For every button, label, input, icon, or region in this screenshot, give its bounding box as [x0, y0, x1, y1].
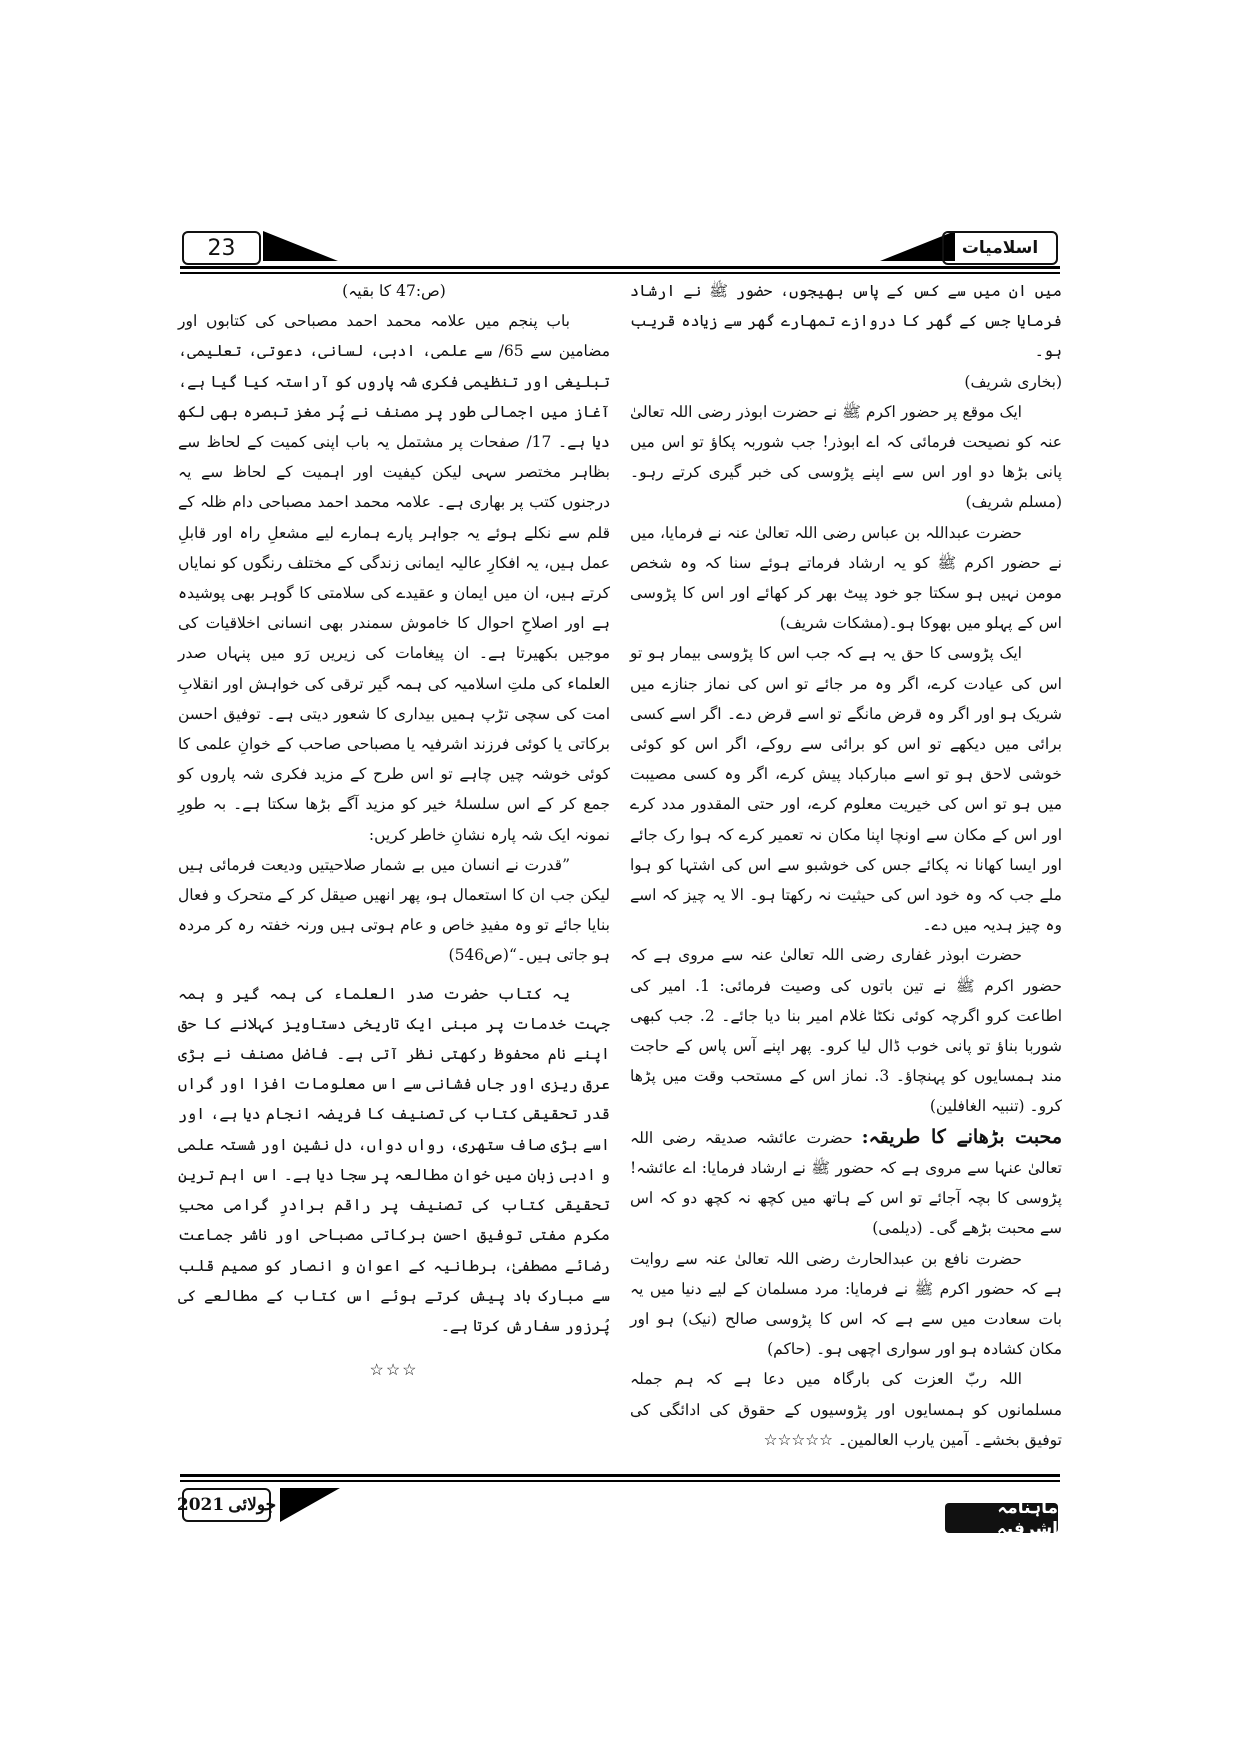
subheading: محبت بڑھانے کا طریقہ:	[861, 1125, 1062, 1148]
paragraph-closing-prayer: اللہ ربّ العزت کی بارگاہ میں دعا ہے کہ ہم جملہ مسلمانوں کو ہمسایوں اور پڑوسیوں کے حقوق کی ادائگی کی توفیق بخشے۔ آمین یارب العالمین۔ ☆☆☆☆☆	[630, 1370, 1062, 1449]
section-title-box	[942, 231, 1058, 265]
continuation-note: (ص:47 کا بقیہ)	[342, 282, 446, 300]
left-column	[178, 276, 610, 1385]
section-title: اسلامیات	[961, 238, 1039, 258]
end-stars-ornament: ☆☆☆	[369, 1360, 419, 1380]
paragraph: ایک پڑوسی کا حق یہ ہے کہ جب اس کا پڑوسی بیمار ہو تو اس کی عیادت کرے، اگر وہ مر جائے تو اس کی نماز جنازے میں شریک ہو اور اگر وہ قرض مانگے تو اسے قرض دے۔ اگر اسے کسی برائی میں دیکھے تو اس کو برائی سے روکے، اگر اس کو کوئی خوشی لاحق ہو تو اسے مبارکباد پیش کرے، اگر وہ کسی مصیبت میں ہو تو اس کی خیریت معلوم کرے، اور حتی المقدور مدد کرے اور اس کے مکان سے اونچا اپنا مکان نہ تعمیر کرے کہ ہوا رک جائے اور ایسا کھانا نہ پکائے جس کی خوشبو سے اس کی اشتہا کو ہوا ملے جب کہ وہ خود اس کی حیثیت نہ رکھتا ہو۔ الا یہ چیز کہ اسے وہ چیز ہدیہ میں دے۔	[630, 644, 1062, 935]
paragraph: باب پنجم میں علامہ محمد احمد مصباحی کی کتابوں اور مضامین سے 65/ سے علمی، ادبی، لسانی، دعوتی، تعلیمی، تبلیغی اور تنظیمی فکری شہ پاروں کو آراستہ کیا گیا ہے، آغاز میں اجمالی طور پر مصنف نے پُر مغز تبصرہ بھی لکھ دیا ہے۔ 17/ صفحات پر مشتمل یہ باب اپنی کمیت کے لحاظ سے بظاہر مختصر سہی لیکن کیفیت اور اہمیت کے لحاظ سے یہ درجنوں کتب پر بھاری ہے۔ علامہ محمد احمد مصباحی دام ظلہ کے قلم سے نکلے ہوئے یہ جواہر پارے ہمارے لیے مشعلِ راہ اور قابلِ عمل ہیں، یہ افکارِ عالیہ ایمانی زندگی کے مختلف رنگوں کو نمایاں کرتے ہیں، ان میں ایمان و عقیدے کی سلامتی کا گوہر بھی پوشیدہ ہے اور اصلاحِ احوال کا خاموش سمندر بھی انسانی اخلاقیات کی موجیں بکھیرتا ہے۔ ان پیغامات کی زیریں رَو میں پنہاں صدر العلماء کی ملتِ اسلامیہ کی ہمہ گیر ترقی کی خواہش اور انقلابِ امت کی سچی تڑپ ہمیں بیداری کا شعور دیتی ہے۔ توفیق احسن برکاتی یا کوئی فرزند اشرفیہ یا مصباحی صاحب کے خوانِ علمی کا کوئی خوشہ چیں چاہے تو اس طرح کے مزید فکری شہ پاروں کو جمع کر کے اس سلسلۂ خیر کو مزید آگے بڑھا سکتا ہے۔ بہ طورِ نمونہ ایک شہ پارہ نشانِ خاطر کریں:	[178, 312, 611, 844]
paragraph: یہ کتاب حضرت صدر العلماء کی ہمہ گیر و ہمہ جہت خدمات پر مبنی ایک تاریخی دستاویز کہلانے کا حق اپنے نام محفوظ رکھتی نظر آتی ہے۔ فاضل مصنف نے بڑی عرق ریزی اور جاں فشانی سے اس معلومات افزا اور گراں قدر تحقیقی کتاب کی تصنیف کا فریضہ انجام دیا ہے، اور اسے بڑی صاف ستھری، رواں دواں، دل نشین اور شستہ علمی و ادبی زبان میں خوانِ مطالعہ پر سجا دیا ہے۔ اس اہم ترین تحقیقی کتاب کی تصنیف پر راقم برادرِ گرامی محبِ مکرم مفتی توفیق احسن برکاتی مصباحی اور ناشر جماعت رضائے مصطفیٰ، برطانیہ کے اعوان و انصار کو صمیم قلب سے مبارک باد پیش کرتے ہوئے اس کتاب کے مطالعے کی پُرزور سفارش کرتا ہے۔	[178, 984, 610, 1335]
right-column	[630, 276, 1062, 1455]
issue-month: جولائی	[228, 1495, 277, 1515]
issue-date-box	[176, 1488, 277, 1522]
footer-rule-thin	[180, 1480, 1060, 1482]
issue-year: 2021	[176, 1495, 225, 1515]
page-footer	[176, 1468, 1060, 1539]
footer-rule-thick	[180, 1474, 1060, 1477]
citation-bukhari: (بخاری شریف)	[964, 372, 1062, 391]
magazine-name: ماہنامہ اشرفیہ	[996, 1498, 1058, 1539]
subheading-paragraph	[630, 1122, 1062, 1244]
page-header	[180, 229, 1060, 274]
header-triangle-left-decoration	[263, 231, 338, 261]
paragraph: حضرت ابوذر غفاری رضی اللہ تعالیٰ عنہ سے مروی ہے کہ حضور اکرم ﷺ نے تین باتوں کی وصیت فرمائی: 1. امیر کی اطاعت کرو اگرچہ کوئی نکٹا غلام امیر بنا دیا جائے۔ 2. جب کبھی شوربا بناؤ تو پانی خوب ڈال لیا کرو۔ پھر اپنے آس پاس کے حاجت مند ہمسایوں کو پہنچاؤ۔ 3. نماز اس کے مستحب وقت میں پڑھا کرو۔ (تنبیہ الغافلین)	[630, 946, 1063, 1116]
magazine-name-box	[945, 1498, 1058, 1539]
footer-triangle-decoration	[280, 1488, 340, 1522]
paragraph: میں ان میں سے کس کے پاس بھیجوں، حضور ﷺ نے ارشاد فرمایا جس کے گھر کا دروازے تمھارے گھر سے زیادہ قریب ہو۔	[630, 282, 1062, 361]
paragraph: ایک موقع پر حضور اکرم ﷺ نے حضرت ابوذر رضی اللہ تعالیٰ عنہ کو نصیحت فرمائی کہ اے ابوذر! جب شوربہ پکاؤ تو اس میں پانی بڑھا دو اور اس سے اپنے پڑوسی کی خبر گیری کرتے رہو۔(مسلم شریف)	[630, 402, 1062, 512]
header-rule-thick	[180, 266, 1060, 269]
page-number-box	[182, 231, 261, 265]
paragraph: حضرت عبداللہ بن عباس رضی اللہ تعالیٰ عنہ نے فرمایا، میں نے حضور اکرم ﷺ کو یہ ارشاد فرماتے ہوئے سنا کہ وہ شخص مومن نہیں ہو سکتا جو خود پیٹ بھر کر کھائے اور اس کا پڑوسی اس کے پہلو میں بھوکا ہو۔(مشکات شریف)	[630, 523, 1062, 633]
header-rule-thin	[180, 272, 1060, 274]
paragraph: حضرت نافع بن عبدالحارث رضی اللہ تعالیٰ عنہ سے روایت ہے کہ حضور اکرم ﷺ نے فرمایا: مرد مسلمان کے لیے دنیا میں یہ بات سعادت میں سے ہے کہ اس کا پڑوسی صالح (نیک) ہو اور مکان کشادہ ہو اور سواری اچھی ہو۔ (حاکم)	[630, 1249, 1062, 1359]
quotation: ”قدرت نے انسان میں بے شمار صلاحیتیں ودیعت فرمائی ہیں لیکن جب ان کا استعمال ہو، پھر انھیں صیقل کر کے متحرک و فعال بنایا جائے تو وہ مفیدِ خاص و عام ہوتی ہیں ورنہ خفتہ رہ کر مردہ ہو جاتی ہیں۔“(ص546)	[178, 855, 610, 965]
subheading-continuation: حضرت عائشہ صدیقہ رضی اللہ تعالیٰ عنہا سے مروی ہے کہ حضور ﷺ نے ارشاد فرمایا: اے عائشہ! پڑوسی کا بچہ آجائے تو اس کے ہاتھ میں کچھ نہ کچھ دو کہ اس سے محبت بڑھے گی۔ (دیلمی)	[630, 1128, 1062, 1238]
article-columns	[178, 276, 1062, 1466]
page-number: 23	[207, 235, 236, 261]
